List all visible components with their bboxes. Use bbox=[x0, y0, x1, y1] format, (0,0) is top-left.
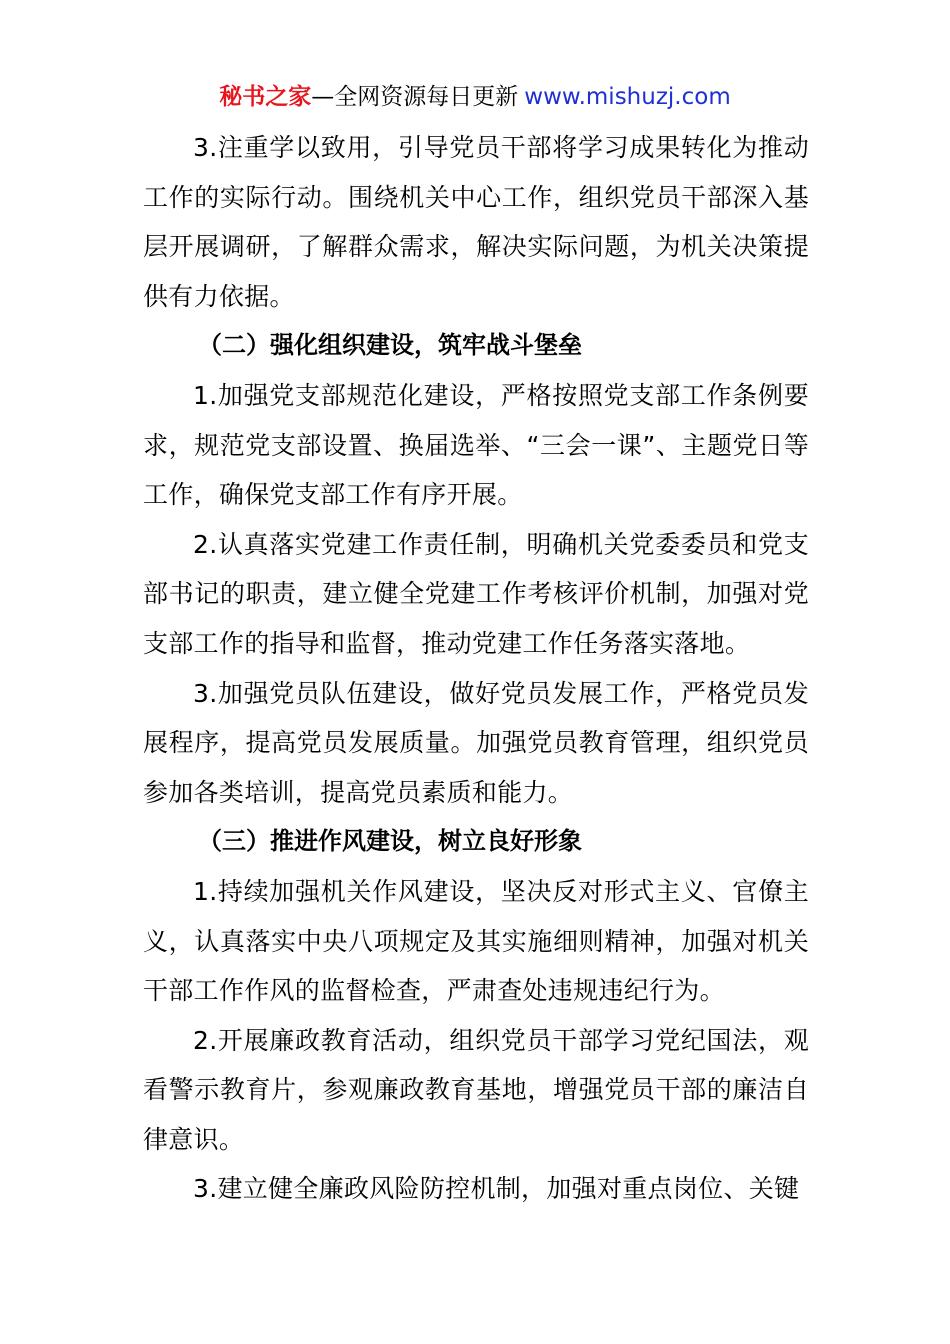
paragraph: 3.注重学以致用，引导党员干部将学习成果转化为推动工作的实际行动。围绕机关中心工作，组织党员干部深入基层开展调研，了解群众需求，解决实际问题，为机关决策提供有力依据。 bbox=[143, 133, 809, 311]
paragraph: 3.加强党员队伍建设，做好党员发展工作，严格党员发展程序，提高党员发展质量。加强党员教育管理，组织党员参加各类培训，提高党员素质和能力。 bbox=[143, 678, 809, 807]
paragraph: 3.建立健全廉政风险防控机制，加强对重点岗位、关键 bbox=[193, 1174, 800, 1204]
site-url-link[interactable]: www.mishuzj.com bbox=[524, 84, 731, 110]
section-heading: （三）推进作风建设，树立良好形象 bbox=[198, 827, 582, 856]
paragraph: 2.开展廉政教育活动，组织党员干部学习党纪国法，观看警示教育片，参观廉政教育基地，增强党员干部的廉洁自律意识。 bbox=[143, 1025, 809, 1154]
paragraph: 1.加强党支部规范化建设，严格按照党支部工作条例要求，规范党支部设置、换届选举、“三会一课”、主题党日等工作，确保党支部工作有序开展。 bbox=[143, 380, 809, 510]
paragraph: 2.认真落实党建工作责任制，明确机关党委委员和党支部书记的职责，建立健全党建工作考核评价机制，加强对党支部工作的指导和监督，推动党建工作任务落实落地。 bbox=[143, 529, 809, 658]
site-brand: 秘书之家 bbox=[219, 84, 312, 110]
page-header bbox=[0, 80, 950, 114]
site-tagline: —全网资源每日更新 bbox=[311, 84, 519, 110]
paragraph: 1.持续加强机关作风建设，坚决反对形式主义、官僚主义，认真落实中央八项规定及其实施细则精神，加强对机关干部工作作风的监督检查，严肃查处违规违纪行为。 bbox=[143, 876, 809, 1006]
section-heading: （二）强化组织建设，筑牢战斗堡垒 bbox=[198, 331, 582, 360]
document-body bbox=[143, 123, 809, 1214]
